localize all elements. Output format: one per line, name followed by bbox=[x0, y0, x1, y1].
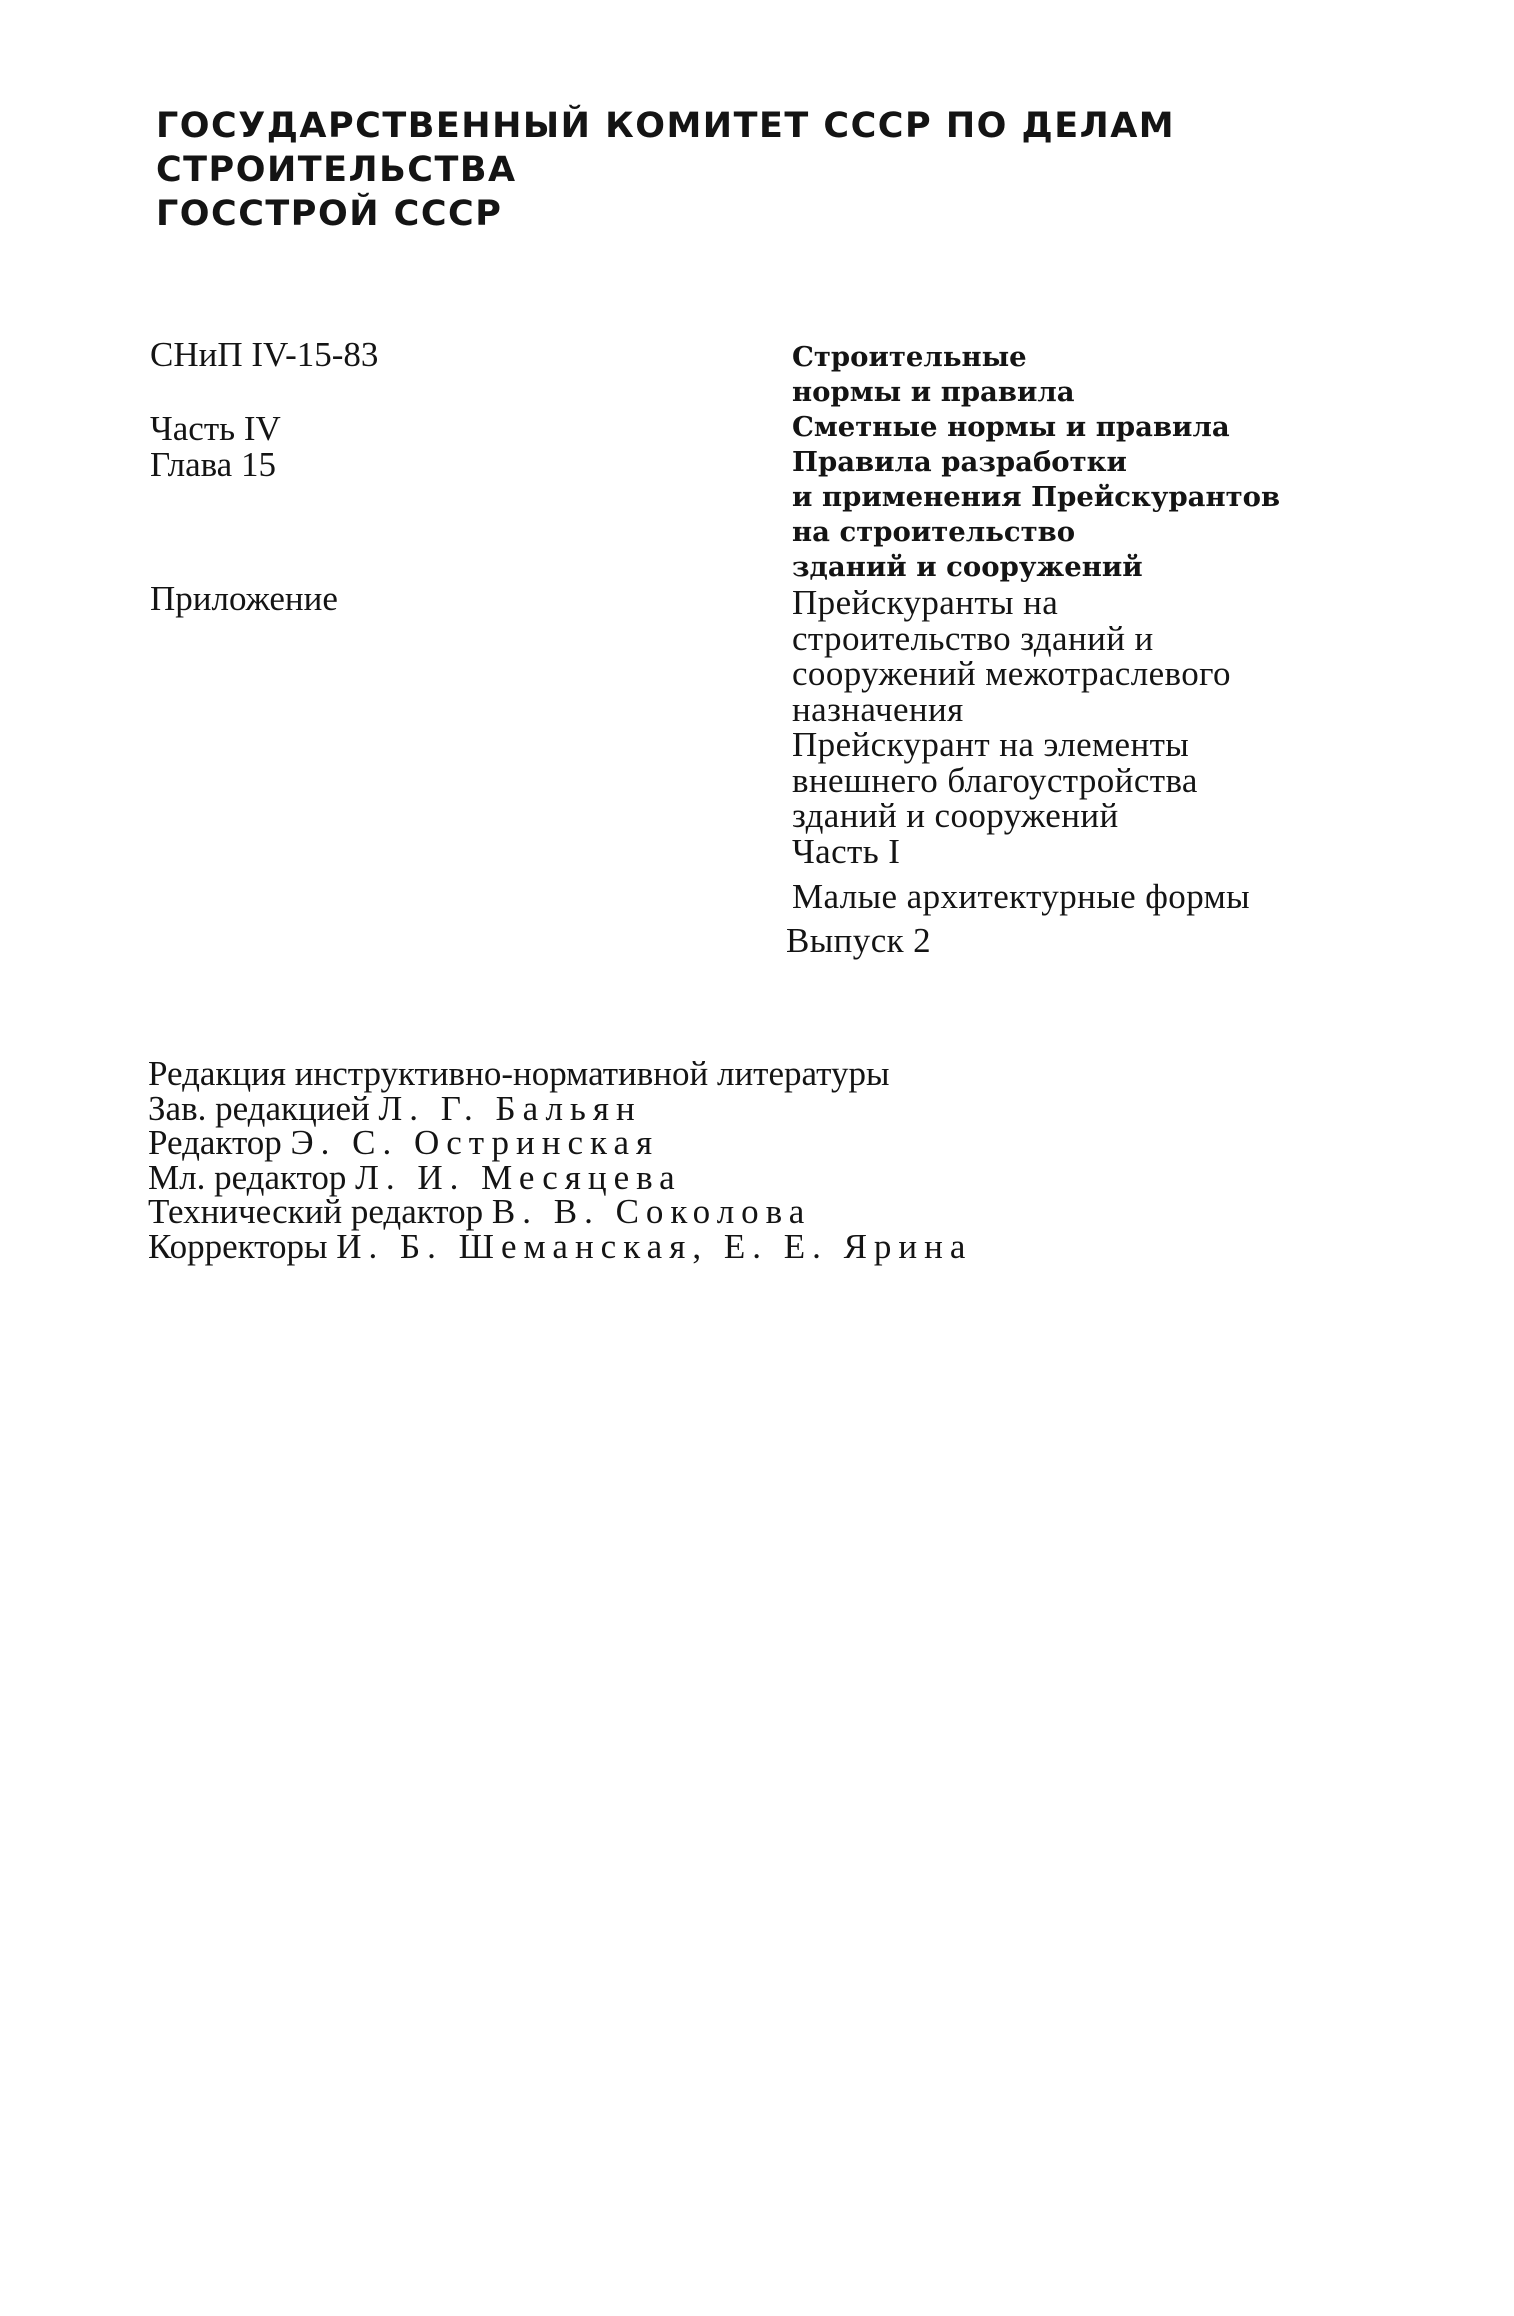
header-line-construction: СТРОИТЕЛЬСТВА bbox=[156, 150, 517, 190]
credit-person: Л. И. Месяцева bbox=[355, 1157, 682, 1197]
forms-title: Малые архитектурные формы bbox=[792, 877, 1251, 916]
title-line: назначения bbox=[792, 689, 964, 729]
credit-role: Технический редактор bbox=[148, 1192, 484, 1231]
issue-number: Выпуск 2 bbox=[786, 920, 932, 960]
credit-person: В. В. Соколова bbox=[491, 1192, 812, 1231]
appendix-label: Приложение bbox=[150, 579, 338, 618]
credit-proofreaders bbox=[148, 1226, 1348, 1266]
title-line: внешнего благоустройства bbox=[792, 760, 1198, 800]
editorial-credits bbox=[148, 1054, 1348, 1266]
header-line-gosstroy: ГОССТРОЙ СССР bbox=[156, 194, 503, 234]
title-line: строительство зданий и bbox=[792, 618, 1154, 658]
part-number: Часть IV bbox=[150, 409, 281, 448]
title-line: зданий и сооружений bbox=[792, 796, 1119, 835]
document-identifiers bbox=[150, 337, 600, 617]
credit-role: Мл. редактор bbox=[148, 1157, 347, 1197]
title-bold-line: и применения Прейскурантов bbox=[792, 481, 1281, 513]
credit-role: Зав. редакцией bbox=[148, 1088, 370, 1128]
snip-code: СНиП IV-15-83 bbox=[150, 335, 379, 374]
title-bold-line: Сметные нормы и правила bbox=[792, 411, 1230, 443]
title-line: Прейскуранты на bbox=[792, 583, 1059, 622]
editorial-office: Редакция инструктивно-нормативной литературы bbox=[148, 1054, 890, 1093]
credit-person: Э. С. Остринская bbox=[290, 1123, 660, 1162]
title-bold-line: Правила разработки bbox=[792, 446, 1127, 478]
title-bold-line: зданий и сооружений bbox=[792, 551, 1143, 583]
credit-head-editor bbox=[148, 1088, 1348, 1128]
part-i-label: Часть I bbox=[792, 831, 901, 871]
publisher-header bbox=[156, 104, 1176, 236]
title-bold-line: Строительные bbox=[792, 341, 1027, 373]
title-bold-line: на строительство bbox=[792, 516, 1076, 548]
credit-junior-editor bbox=[148, 1157, 1348, 1197]
credit-technical-editor bbox=[148, 1192, 1348, 1231]
chapter-number: Глава 15 bbox=[150, 445, 276, 484]
credit-person: Л. Г. Бальян bbox=[378, 1088, 642, 1128]
header-line-committee: ГОСУДАРСТВЕННЫЙ КОМИТЕТ СССР ПО ДЕЛАМ bbox=[156, 106, 1176, 146]
document-title-block bbox=[786, 340, 1492, 960]
title-bold-line: нормы и правила bbox=[792, 376, 1075, 408]
title-line: Прейскурант на элементы bbox=[792, 725, 1190, 764]
credit-role: Корректоры bbox=[148, 1226, 328, 1266]
credit-person: И. Б. Шеманская, Е. Е. Ярина bbox=[336, 1226, 973, 1266]
credit-role: Редактор bbox=[148, 1123, 282, 1162]
credit-editor bbox=[148, 1123, 1348, 1162]
title-line: сооружений межотраслевого bbox=[792, 654, 1231, 693]
